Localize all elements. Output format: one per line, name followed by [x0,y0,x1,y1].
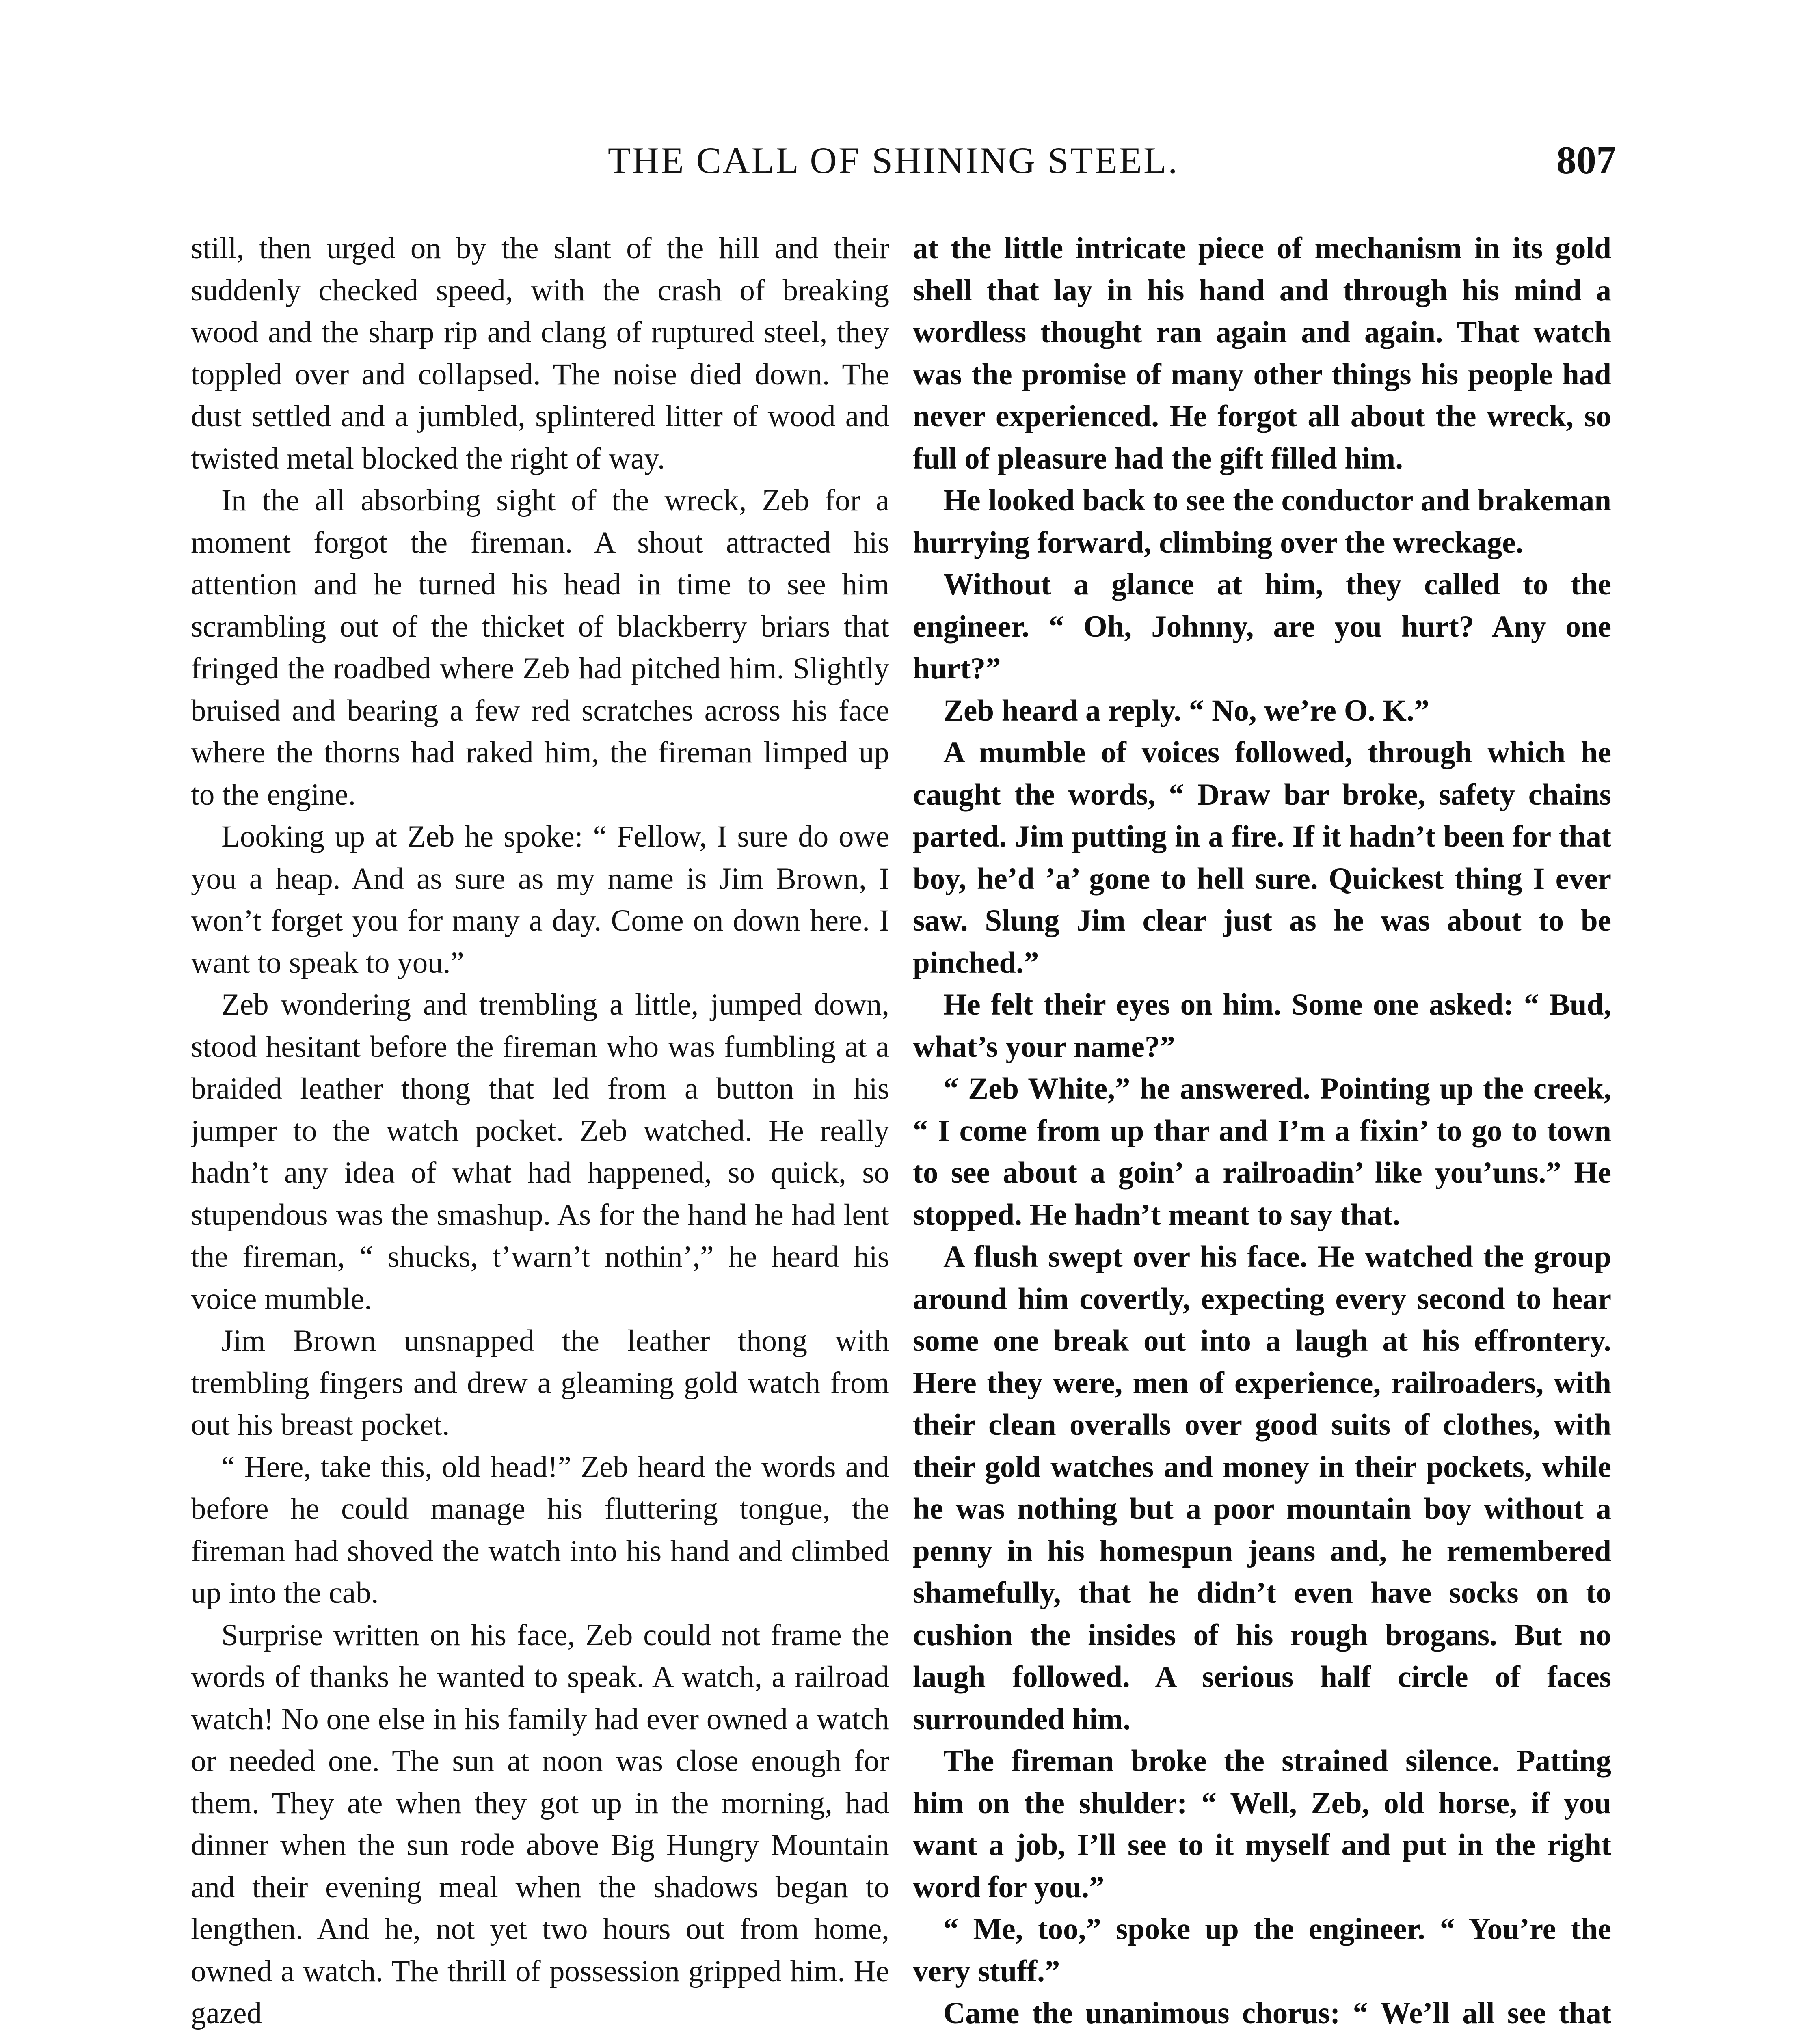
page-number: 807 [1556,138,1616,182]
paragraph: Jim Brown unsnapped the leather thong with trembling fingers and drew a gleaming gold watch from out his breast pocket. [191,1324,889,1442]
paragraph: A mumble of voices followed, through which he caught the words, “ Draw bar broke, safety chains parted. Jim putting in a fire. If it hadn’t been for that boy, he’d ’a’ gone to hell sure. Quickest thing I ever saw. Slung Jim clear just as he was about to be pinched.” [913,736,1611,980]
running-title: THE CALL OF SHINING STEEL. [607,140,1179,181]
paragraph: “ Here, take this, old head!” Zeb heard the words and before he could manage his fluttering tongue, the fireman had shoved the watch into his hand and climbed up into the cab. [191,1450,889,1610]
paragraph: Came the unanimous chorus: “ We’ll all see that [943,1996,1611,2030]
paragraph: Zeb heard a reply. “ No, we’re O. K.” [943,693,1430,728]
paragraph: Looking up at Zeb he spoke: “ Fellow, I sure do owe you a heap. And as sure as my name is Jim Brown, I won’t forget you for many a day. Come on down here. I want to speak to you.” [191,820,889,980]
running-header [171,134,1616,187]
paragraph: A flush swept over his face. He watched the group around him covertly, expecting every second to hear some one break out into a laugh at his effrontery. Here they were, men of experience, railroaders, with their clean overalls over good suits of clothes, with their gold watches and money in their pockets, while he was nothing but a poor mountain boy without a penny in his homespun jeans and, he remembered shamefully, that he didn’t even have socks on to cushion the insides of his rough brogans. But no laugh followed. A serious half circle of faces surrounded him. [913,1240,1611,1736]
paragraph: Surprise written on his face, Zeb could not frame the words of thanks he wanted to speak. A watch, a railroad watch! No one else in his family had ever owned a watch or needed one. The sun at noon was close enough for them. They ate when they got up in the morning, had dinner when the sun rode above Big Hungry Mountain and their evening meal when the shadows began to lengthen. And he, not yet two hours out from home, owned a watch. The thrill of possession gripped him. He gazed [191,1618,889,2030]
left-column [191,227,889,2030]
paragraph: Without a glance at him, they called to the engineer. “ Oh, Johnny, are you hurt? Any one hurt?” [913,568,1611,685]
paragraph: still, then urged on by the slant of the hill and their suddenly checked speed, with the crash of breaking wood and the sharp rip and clang of ruptured steel, they toppled over and collapsed. The noise died down. The dust settled and a jumbled, splintered litter of wood and twisted metal blocked the right of way. [191,231,889,475]
paragraph: In the all absorbing sight of the wreck, Zeb for a moment forgot the fireman. A shout attracted his attention and he turned his head in time to see him scrambling out of the thicket of blackberry briars that fringed the roadbed where Zeb had pitched him. Slightly bruised and bearing a few red scratches across his face where the thorns had raked him, the fireman limped up to the engine. [191,484,889,812]
paragraph: at the little intricate piece of mechanism in its gold shell that lay in his hand and through his mind a wordless thought ran again and again. That watch was the promise of many other things his people had never experienced. He forgot all about the wreck, so full of pleasure had the gift filled him. [913,231,1611,475]
paragraph: “ Me, too,” spoke up the engineer. “ You’re the very stuff.” [913,1912,1611,1988]
paragraph: The fireman broke the strained silence. Patting him on the shulder: “ Well, Zeb, old horse, if you want a job, I’ll see to it myself and put in the right word for you.” [913,1744,1611,1904]
right-column [913,227,1611,2030]
paragraph: He looked back to see the conductor and brakeman hurrying forward, climbing over the wreckage. [913,484,1611,559]
paragraph: He felt their eyes on him. Some one asked: “ Bud, what’s your name?” [913,988,1611,1064]
paragraph: “ Zeb White,” he answered. Pointing up the creek, “ I come from up thar and I’m a fixin’ to go to town to see about a goin’ a railroadin’ like you’uns.” He stopped. He hadn’t meant to say that. [913,1072,1611,1232]
paragraph: Zeb wondering and trembling a little, jumped down, stood hesitant before the fireman who was fumbling at a braided leather thong that led from a button in his jumper to the watch pocket. Zeb watched. He really hadn’t any idea of what had happened, so quick, so stupendous was the smashup. As for the hand he had lent the fireman, “ shucks, t’warn’t nothin’,” he heard his voice mumble. [191,988,889,1316]
